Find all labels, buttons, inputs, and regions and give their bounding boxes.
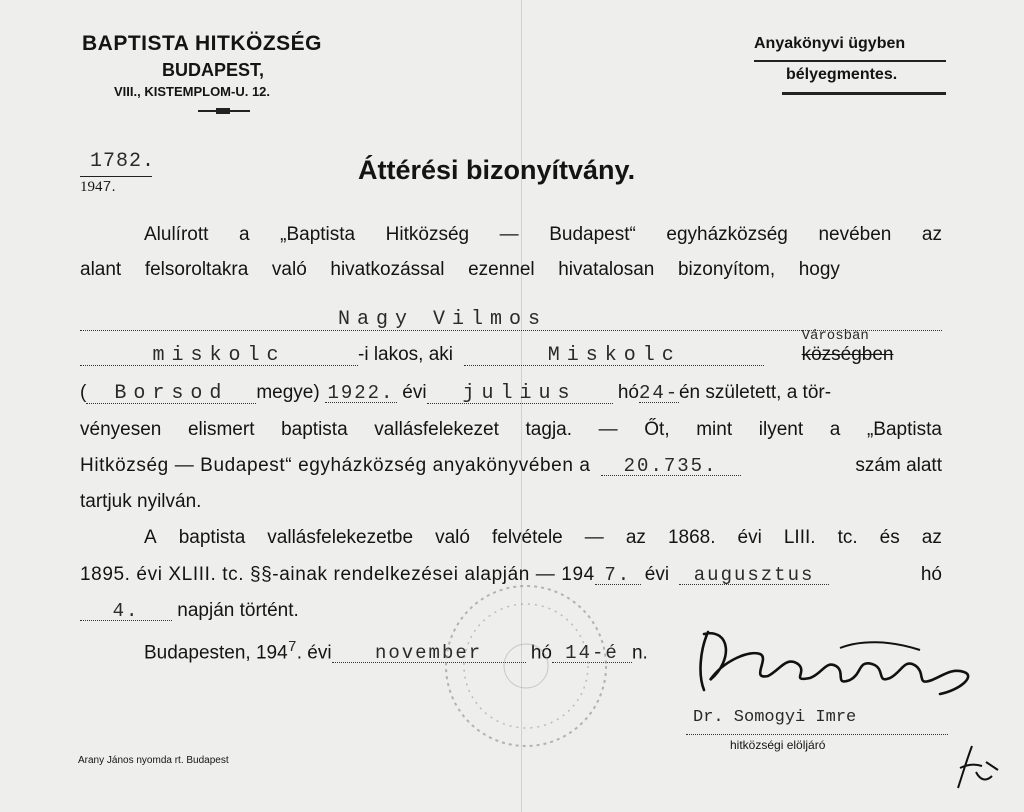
signature-line [686,734,948,735]
closing-year-prefix: 194 [255,642,288,664]
word: való [435,527,470,548]
closing-year-suffix: 7 [287,639,297,656]
word: Őt, [644,419,670,440]
county-field: Borsod [86,381,256,404]
word: tagja. [525,419,573,440]
signatory-title: hitközségi elöljáró [730,738,826,752]
org-name: BAPTISTA HITKÖZSÉG [82,32,322,55]
word: az [921,527,942,548]
year-label: évi [402,382,427,403]
stamp-note-line2: bélyegmentes. [786,66,898,83]
day-suffix: én [678,382,701,403]
word: az [625,527,646,548]
page-title: Áttérési bizonyítvány. [358,155,636,185]
open-paren: ( [80,382,87,403]
body-line-6 [80,453,942,479]
org-address: VIII., KISTEMPLOM-U. 12. [114,84,271,99]
word: hogy [798,259,840,280]
residence-field: miskolc [80,343,358,366]
seal-stamp [436,578,616,758]
word: — [584,527,604,548]
closing-month-label: hó [530,642,552,664]
word: a [829,419,841,440]
closing-year-label: . évi [296,642,332,664]
join-year-label: évi [644,564,670,585]
stamp-note-underline [782,92,946,95]
word: tc. [837,527,858,548]
birth-day-field: 24- [638,382,680,404]
join-day-label: napján történt. [177,600,299,621]
letterhead-ornament [198,110,250,112]
person-name: Nagy Vilmos [338,308,548,331]
residence-line [80,328,942,368]
handwritten-signature [690,620,990,705]
word: és [879,527,900,548]
word: Budapest“ [549,224,636,245]
word: az [921,224,942,245]
word: LIII. [783,527,816,548]
word: hivatkozással [330,259,445,280]
word: hivatalosan [558,259,655,280]
word: vényesen [80,419,162,440]
join-month-field: augusztus [679,562,829,585]
registry-year-suffix: 7 [102,179,112,196]
word: — [598,419,618,440]
birth-line [80,380,942,406]
word: baptista [178,527,246,548]
body-line-6-text: Hitközség — Budapest“ egyházközség anyakönyvében a [80,455,591,476]
word: elismert [187,419,255,440]
place-type [801,328,894,368]
registry-divider [80,176,152,177]
org-city: BUDAPEST, [162,60,265,80]
para2-line-2-text: 1895. évi XLIII. tc. §§-ainak rendelkezései alapján — 194 [80,564,595,585]
intro-line-1 [80,222,942,248]
registry-year [80,178,116,196]
register-number-field: 20.735. [601,453,741,476]
county-label: megye) [256,382,320,403]
residence-label: -i lakos, aki [358,344,454,365]
registry-number: 1782. [90,150,156,173]
word: a [238,224,250,245]
typed-signature-name: Dr. Somogyi Imre [693,708,857,727]
closing-day-field: 14-é [552,640,632,663]
word: „Baptista [866,419,942,440]
word: ilyent [758,419,804,440]
para2-line-1 [80,525,942,551]
join-month-label: hó [920,564,942,585]
closing-month-field: november [332,640,526,663]
word: mint [696,419,733,440]
closing-day-suffix: n. [631,642,648,664]
word: Alulírott [144,224,209,245]
registry-year-dot: . [111,178,116,195]
birth-month-field: julius [427,381,613,404]
word: felvétele [491,527,563,548]
word: egyházközség [666,224,788,245]
body-line-6-end: szám alatt [855,455,942,476]
word: évi [737,527,762,548]
body-line-7: tartjuk nyilván. [80,491,202,512]
word: nevében [818,224,892,245]
join-day-field: 4. [80,598,172,621]
word: „Baptista [280,224,356,245]
word: 1868. [667,527,716,548]
word: alant [80,259,122,280]
word: vallásfelekezetbe [267,527,414,548]
word: való [271,259,307,280]
join-year-field: 7. [595,562,641,585]
birthplace-field: Miskolc [464,343,764,366]
handwritten-initials [952,742,1002,797]
word: A [144,527,157,548]
word: — [499,224,519,245]
word: bizonyítom, [677,259,776,280]
word: vallásfelekezet [374,419,499,440]
closing-place: Budapesten, [144,642,251,664]
place-type-typed: Városban [801,328,869,344]
word: ezennel [468,259,535,280]
stamp-note-line1: Anyakönyvi ügyben [754,35,906,52]
printer-imprint: Arany János nyomda rt. Budapest [78,755,229,766]
birth-year-field: 1922. [325,380,397,403]
body-line-5 [80,417,942,443]
place-type-printed: községben [801,344,894,365]
word: felsoroltakra [144,259,249,280]
born-label: született, a tör- [705,382,832,403]
intro-line-2 [80,257,840,283]
stamp-note-rule [754,60,946,62]
word: baptista [281,419,348,440]
registry-year-prefix: 194 [80,179,103,195]
word: Hitközség [385,224,470,245]
month-label: hó [617,382,639,403]
